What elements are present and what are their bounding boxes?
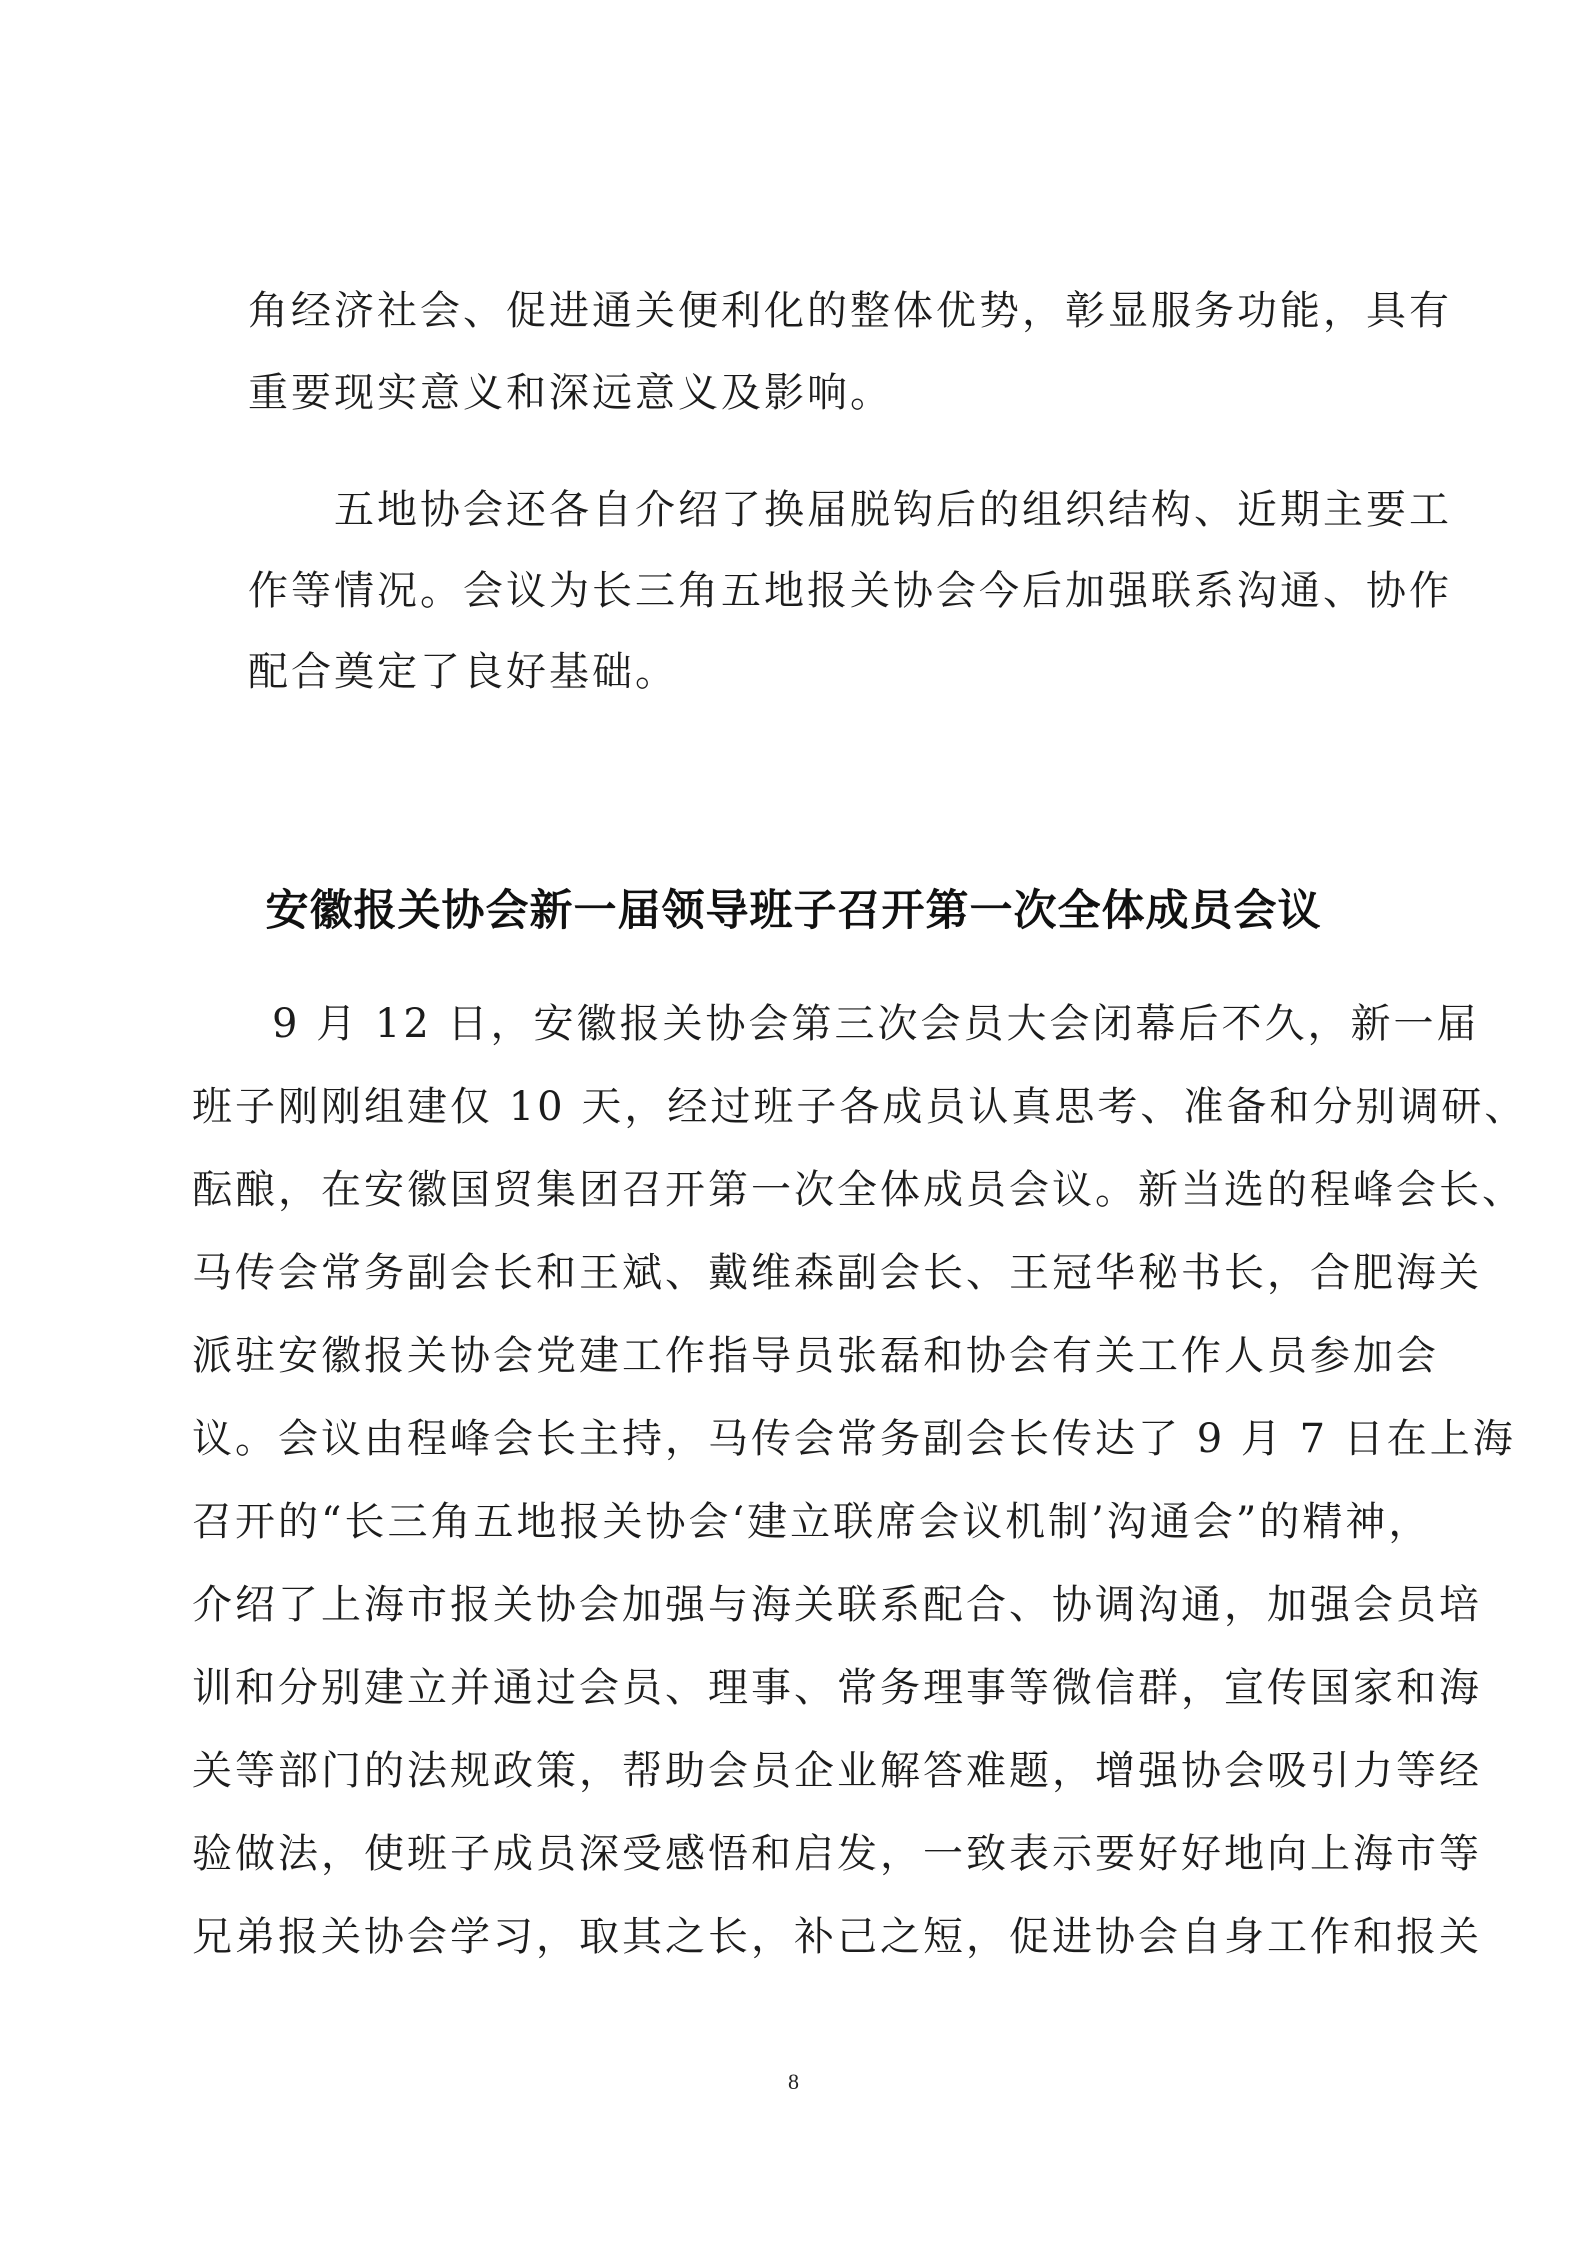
body-line-12: 兄弟报关协会学习，取其之长，补己之短，促进协会自身工作和报关 bbox=[192, 1914, 1482, 1960]
body-line-6: 议。会议由程峰会长主持，马传会常务副会长传达了 9 月 7 日在上海 bbox=[192, 1416, 1516, 1462]
body-line-8: 介绍了上海市报关协会加强与海关联系配合、协调沟通，加强会员培 bbox=[192, 1582, 1482, 1628]
body-line-3: 酝酿，在安徽国贸集团召开第一次全体成员会议。新当选的程峰会长、 bbox=[192, 1167, 1525, 1213]
section-title: 安徽报关协会新一届领导班子召开第一次全体成员会议 bbox=[265, 886, 1322, 936]
intro-paragraph-2-line-1: 五地协会还各自介绍了换届脱钩后的组织结构、近期主要工 bbox=[334, 487, 1452, 533]
body-line-1: 9 月 12 日，安徽报关协会第三次会员大会闭幕后不久，新一届 bbox=[272, 1001, 1480, 1047]
body-line-2: 班子刚刚组建仅 10 天，经过班子各成员认真思考、准备和分别调研、 bbox=[192, 1084, 1528, 1130]
page-number: 8 bbox=[788, 2069, 799, 2094]
intro-paragraph-2-line-2: 作等情况。会议为长三角五地报关协会今后加强联系沟通、协作 bbox=[248, 568, 1452, 614]
body-line-9: 训和分别建立并通过会员、理事、常务理事等微信群，宣传国家和海 bbox=[192, 1665, 1482, 1711]
body-line-10: 关等部门的法规政策，帮助会员企业解答难题，增强协会吸引力等经 bbox=[192, 1748, 1482, 1794]
body-line-7: 召开的“长三角五地报关协会‘建立联席会议机制’沟通会”的精神， bbox=[192, 1499, 1432, 1545]
body-line-5: 派驻安徽报关协会党建工作指导员张磊和协会有关工作人员参加会 bbox=[192, 1333, 1439, 1379]
intro-paragraph-1-line-2: 重要现实意义和深远意义及影响。 bbox=[248, 370, 893, 416]
intro-paragraph-1-line-1: 角经济社会、促进通关便利化的整体优势，彰显服务功能，具有 bbox=[248, 288, 1452, 334]
intro-paragraph-2-line-3: 配合奠定了良好基础。 bbox=[248, 649, 678, 695]
body-line-11: 验做法，使班子成员深受感悟和启发，一致表示要好好地向上海市等 bbox=[192, 1831, 1482, 1877]
body-line-4: 马传会常务副会长和王斌、戴维森副会长、王冠华秘书长，合肥海关 bbox=[192, 1250, 1482, 1296]
